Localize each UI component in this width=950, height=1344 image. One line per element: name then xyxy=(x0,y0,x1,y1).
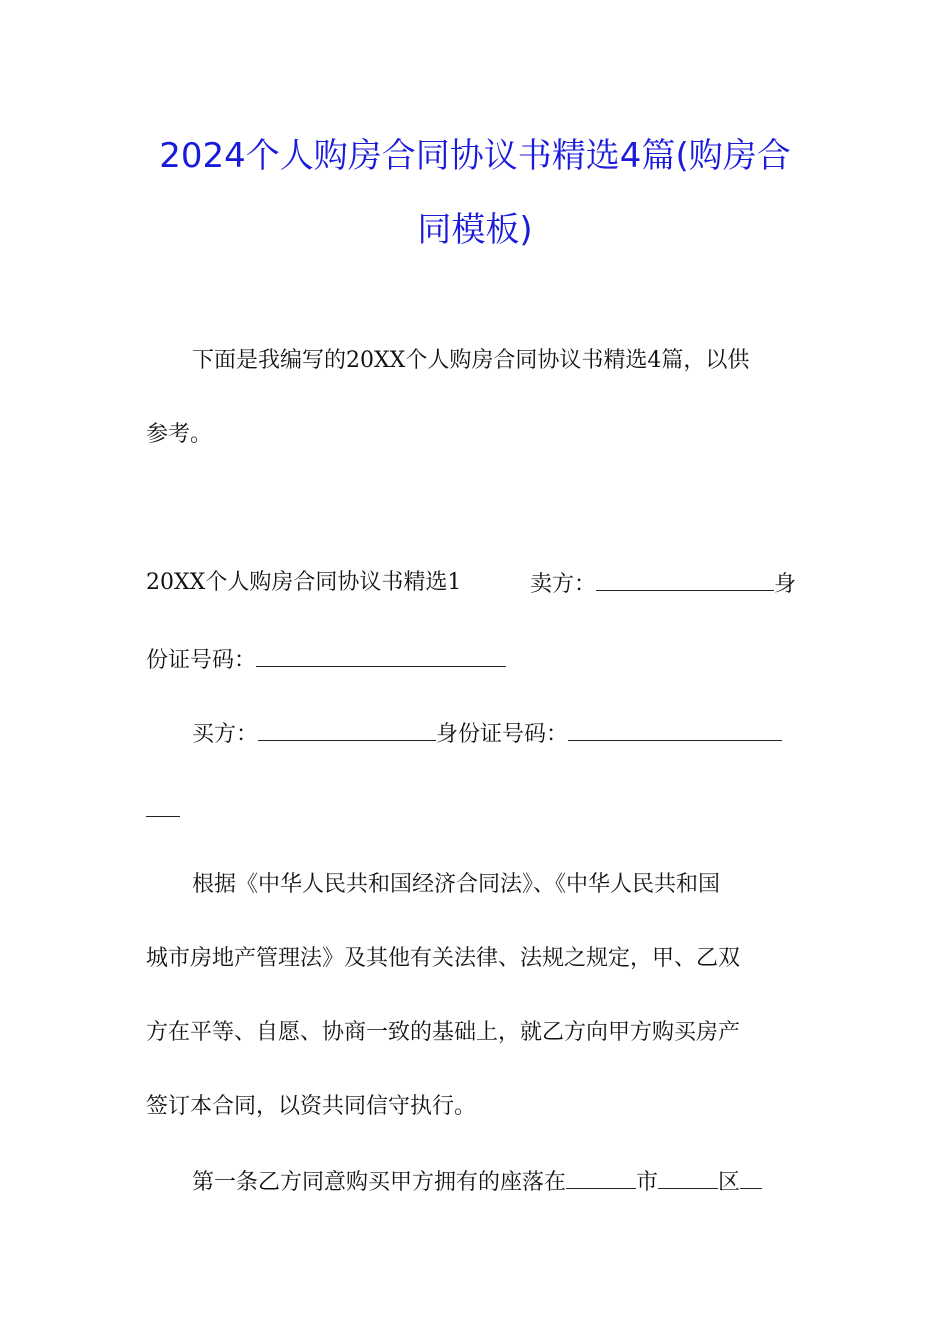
seller-id-row xyxy=(146,644,506,676)
basis-line-4: 签订本合同，以资共同信守执行。 xyxy=(146,1094,477,1119)
document-title-line-2: 同模板) xyxy=(417,210,533,250)
buyer-id-blank xyxy=(568,718,782,741)
district-label: 区 xyxy=(718,1170,741,1195)
city-label: 市 xyxy=(636,1170,659,1195)
buyer-id-blank-continued xyxy=(146,794,180,817)
buyer-name-blank xyxy=(258,718,436,741)
seller-name-blank xyxy=(596,568,774,591)
buyer-row xyxy=(192,718,782,750)
district-name-blank xyxy=(658,1166,718,1189)
buyer-id-label: 身份证号码： xyxy=(436,722,569,747)
article-1-text: 第一条乙方同意购买甲方拥有的座落在 xyxy=(192,1170,567,1195)
intro-line-2: 参考。 xyxy=(146,422,213,447)
buyer-label: 买方： xyxy=(192,722,259,747)
seller-row xyxy=(530,568,796,600)
seller-id-label-part1: 身 xyxy=(774,572,797,597)
city-blank xyxy=(566,1166,636,1189)
address-blank xyxy=(740,1166,762,1189)
intro-line-1: 下面是我编写的20XX个人购房合同协议书精选4篇，以供 xyxy=(192,348,750,373)
seller-id-label-part2: 份证号码： xyxy=(146,648,257,673)
seller-label: 卖方： xyxy=(530,572,597,597)
basis-line-2: 城市房地产管理法》及其他有关法律、法规之规定，甲、乙双 xyxy=(146,946,741,971)
basis-line-1: 根据《中华人民共和国经济合同法》、《中华人民共和国 xyxy=(192,872,721,897)
seller-id-blank xyxy=(256,644,506,667)
contract-heading-row xyxy=(146,568,461,598)
document-title-line-1: 2024个人购房合同协议书精选4篇(购房合 xyxy=(159,136,791,176)
contract-heading: 20XX个人购房合同协议书精选1 xyxy=(146,570,462,595)
buyer-id-continuation-row xyxy=(146,794,180,826)
basis-line-3: 方在平等、自愿、协商一致的基础上，就乙方向甲方购买房产 xyxy=(146,1020,741,1045)
article-1-row xyxy=(192,1166,762,1198)
